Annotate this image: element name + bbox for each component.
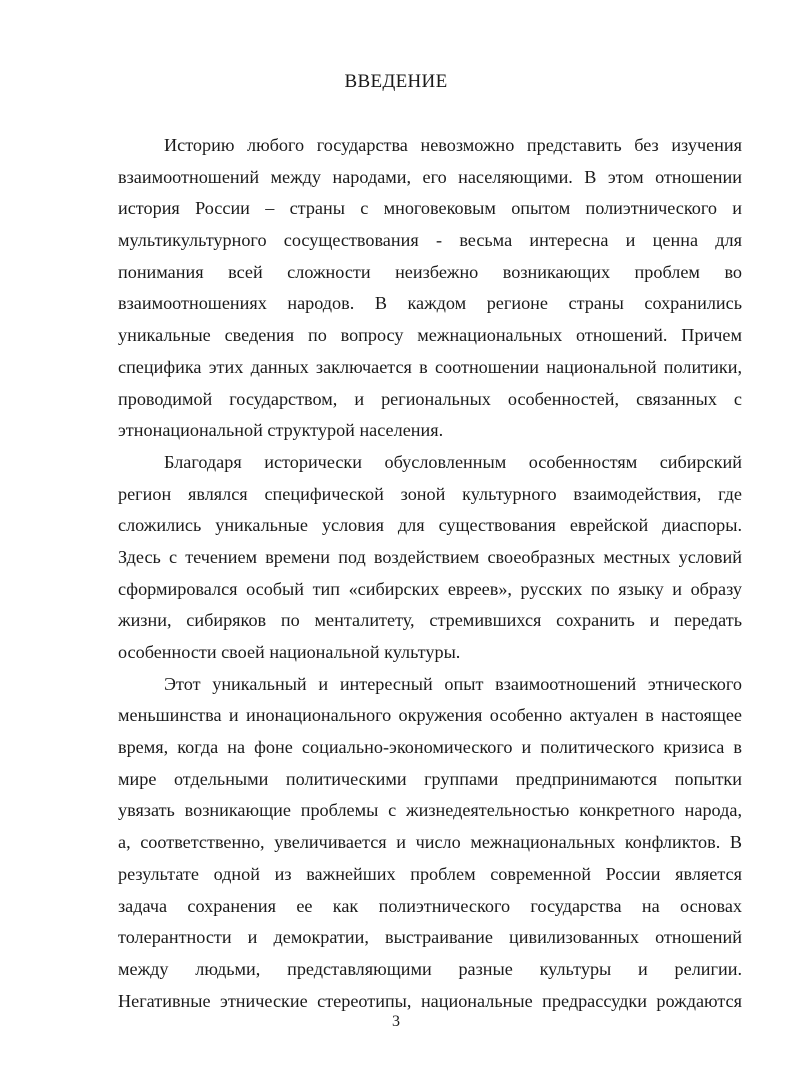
text-line: проводимой государством, и региональных особенностей, связанных с [118,388,742,409]
text-line: результате одной из важнейших проблем современной России является [118,863,742,884]
text-line: жизни, сибиряков по менталитету, стремившихся сохранить и передать [118,610,742,631]
text-line: Этот уникальный и интересный опыт взаимоотношений этнического [164,673,742,694]
paragraph [118,130,742,447]
text-line: время, когда на фоне социально-экономического и политического кризиса в [118,737,742,758]
text-line: уникальные сведения по вопросу межнациональных отношений. Причем [118,325,742,346]
text-line: регион являлся специфической зоной культурного взаимодействия, где [118,483,742,504]
text-line: мире отдельными политическими группами предпринимаются попытки [118,768,742,789]
text-line: история России – страны с многовековым опытом полиэтнического и [118,198,742,219]
page-number: 3 [392,1013,400,1030]
text-line: сложились уникальные условия для существования еврейской диаспоры. [118,515,742,536]
paragraph [118,447,742,669]
text-line: сформировался особый тип «сибирских евреев», русских по языку и образу [118,578,742,599]
page-title: ВВЕДЕНИЕ [344,71,448,92]
paragraph [118,669,742,1018]
text-line: увязать возникающие проблемы с жизнедеятельностью конкретного народа, [118,800,742,821]
text-line: меньшинства и инонационального окружения особенно актуален в настоящее [118,705,742,726]
text-line: взаимоотношениях народов. В каждом регионе страны сохранились [118,293,742,314]
text-line: мультикультурного сосуществования - весьма интересна и ценна для [118,230,742,251]
text-line: этнонациональной структурой населения. [118,420,444,441]
text-line: особенности своей национальной культуры. [118,642,461,662]
text-line: Негативные этнические стереотипы, национальные предрассудки рождаются [118,990,742,1011]
text-line: Благодаря исторически обусловленным особенностям сибирский [164,451,742,472]
text-line: толерантности и демократии, выстраивание цивилизованных отношений [118,927,742,948]
text-line: понимания всей сложности неизбежно возникающих проблем во [118,261,742,282]
text-line: Историю любого государства невозможно представить без изучения [164,135,742,155]
text-line: взаимоотношений между народами, его населяющими. В этом отношении [118,166,742,187]
body-text [118,130,742,1017]
text-line: специфика этих данных заключается в соотношении национальной политики, [118,356,742,377]
text-line: а, соответственно, увеличивается и число межнациональных конфликтов. В [118,832,742,853]
text-line: между людьми, представляющими разные культуры и религии. [118,958,742,979]
text-line: Здесь с течением времени под воздействием своеобразных местных условий [118,546,742,567]
text-line: задача сохранения ее как полиэтнического государства на основах [118,895,742,916]
